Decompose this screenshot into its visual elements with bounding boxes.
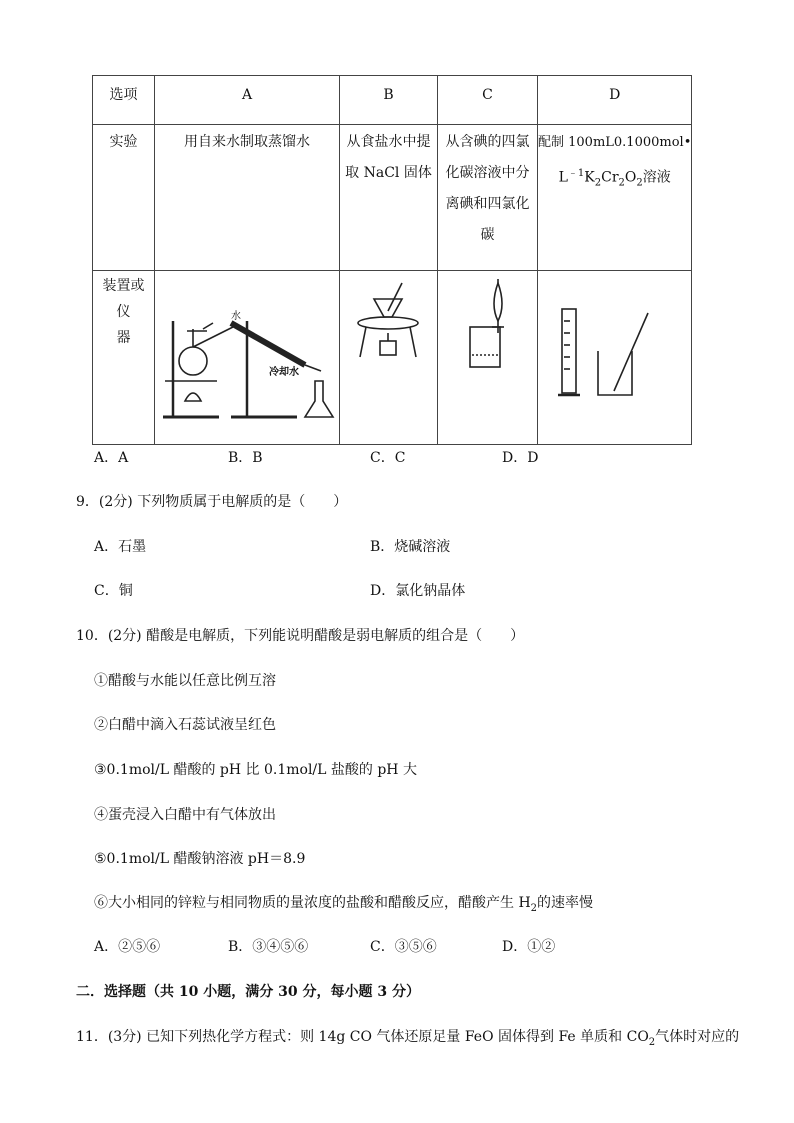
apparatus-d	[538, 271, 692, 445]
q10-item-3: ③0.1mol/L 醋酸的 pH 比 0.1mol/L 盐酸的 pH 大	[94, 762, 417, 778]
q10-stem: 10．(2分) 醋酸是电解质，下列能说明醋酸是弱电解质的组合是（ ）	[76, 628, 525, 644]
q8-option-b[interactable]: B．B	[228, 450, 263, 466]
q8-option-d[interactable]: D．D	[502, 450, 539, 466]
header-b: B	[340, 76, 438, 125]
section-heading: 二．选择题（共 10 小题，满分 30 分，每小题 3 分）	[76, 984, 420, 1000]
table-header-row	[93, 76, 692, 125]
q9-option-a[interactable]: A．石墨	[94, 539, 147, 555]
experiment-a: 用自来水制取蒸馏水	[155, 125, 340, 271]
q11-stem: 11．(3分) 已知下列热化学方程式：则 14g CO 气体还原足量 FeO 固体得到 Fe 单质和 $CO_2$气体时对应的	[76, 1029, 740, 1048]
q10-option-c[interactable]: C．③⑤⑥	[370, 939, 437, 955]
apparatus-c	[438, 271, 538, 445]
q8-option-c[interactable]: C．C	[370, 450, 406, 466]
svg-text:水: 水	[231, 311, 241, 322]
q10-option-b[interactable]: B．③④⑤⑥	[228, 939, 309, 955]
experiment-label: 实验	[93, 125, 155, 271]
q9-option-d[interactable]: D．氯化钠晶体	[370, 583, 466, 599]
q10-item-6: ⑥大小相同的锌粒与相同物质的量浓度的盐酸和醋酸反应，醋酸产生 $H_2$的速率慢	[94, 895, 594, 914]
separatory-funnel-icon	[438, 271, 537, 441]
apparatus-label: 装置或仪 器	[93, 271, 155, 445]
distillation-apparatus-icon	[155, 271, 339, 441]
header-a: A	[155, 76, 340, 125]
q10-option-d[interactable]: D．①②	[502, 939, 556, 955]
header-c: C	[438, 76, 538, 125]
experiment-c: 从含碘的四氯 化碳溶液中分 离碘和四氯化 碳	[438, 125, 538, 271]
q10-item-4: ④蛋壳浸入白醋中有气体放出	[94, 807, 276, 823]
evaporating-dish-icon	[340, 271, 437, 441]
apparatus-a	[155, 271, 340, 445]
experiment-d: 配制 100mL0.1000mol• $L^{﹣1}K_2Cr_2O_2$溶液	[538, 125, 692, 271]
apparatus-b	[340, 271, 438, 445]
q8-option-a[interactable]: A．A	[94, 450, 129, 466]
q10-item-2: ②白醋中滴入石蕊试液呈红色	[94, 717, 276, 733]
header-option: 选项	[93, 76, 155, 125]
graduated-cylinder-beaker-icon	[538, 271, 682, 441]
q10-option-a[interactable]: A．②⑤⑥	[94, 939, 161, 955]
q10-item-1: ①醋酸与水能以任意比例互溶	[94, 673, 276, 689]
header-d: D	[538, 76, 692, 125]
experiment-b: 从食盐水中提 取 NaCl 固体	[340, 125, 438, 271]
svg-text:冷却水: 冷却水	[269, 367, 299, 378]
q9-option-b[interactable]: B．烧碱溶液	[370, 539, 451, 555]
q10-item-5: ⑤0.1mol/L 醋酸钠溶液 pH＝8.9	[94, 851, 306, 867]
question-table	[92, 75, 692, 445]
q9-stem: 9．(2分) 下列物质属于电解质的是（ ）	[76, 494, 348, 510]
experiment-row	[93, 125, 692, 271]
q9-option-c[interactable]: C．铜	[94, 583, 133, 599]
apparatus-row	[93, 271, 692, 445]
